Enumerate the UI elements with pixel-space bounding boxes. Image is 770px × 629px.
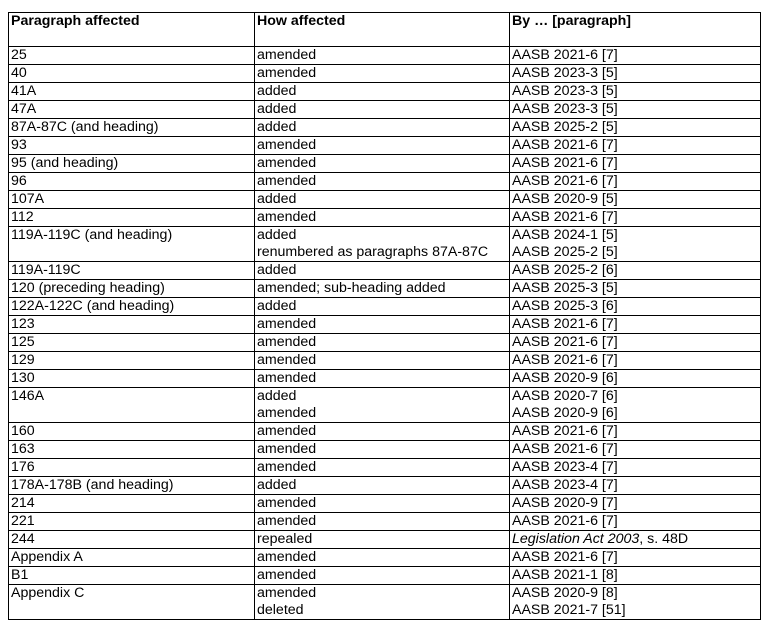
how-affected-line: amended: [257, 585, 317, 601]
by-reference-line: AASB 2021-6 [7]: [512, 352, 618, 368]
cell-paragraph-affected: Appendix C: [9, 585, 255, 620]
table-row: [9, 298, 761, 316]
cell-paragraph-affected: 119A-119C (and heading): [9, 227, 255, 262]
by-reference-line: AASB 2023-3 [5]: [512, 65, 618, 81]
cell-by-paragraph: [510, 585, 761, 620]
cell-paragraph-affected: 120 (preceding heading): [9, 280, 255, 298]
cell-by-paragraph: [510, 262, 761, 280]
cell-by-paragraph: [510, 280, 761, 298]
by-reference-line: AASB 2023-4 [7]: [512, 459, 618, 475]
cell-how-affected: [255, 101, 510, 119]
cell-how-affected: [255, 585, 510, 620]
cell-how-affected: [255, 65, 510, 83]
cell-paragraph-affected: 107A: [9, 191, 255, 209]
cell-by-paragraph: [510, 459, 761, 477]
by-reference-line: AASB 2020-7 [6]: [512, 388, 618, 404]
table-row: [9, 567, 761, 585]
table-row: [9, 531, 761, 549]
table-row: [9, 262, 761, 280]
table-header-row: [9, 13, 761, 47]
cell-paragraph-affected: 163: [9, 441, 255, 459]
table-row: [9, 495, 761, 513]
act-title: Legislation Act 2003: [512, 531, 640, 547]
cell-paragraph-affected: 129: [9, 352, 255, 370]
table-row: [9, 388, 761, 423]
how-affected-line: amended: [257, 405, 317, 421]
cell-by-paragraph: [510, 227, 761, 262]
cell-paragraph-affected: 214: [9, 495, 255, 513]
cell-by-paragraph: [510, 137, 761, 155]
cell-how-affected: [255, 495, 510, 513]
cell-how-affected: [255, 173, 510, 191]
cell-by-paragraph: [510, 549, 761, 567]
how-affected-line: amended: [257, 370, 317, 386]
cell-paragraph-affected: 95 (and heading): [9, 155, 255, 173]
cell-how-affected: [255, 334, 510, 352]
table-row: [9, 316, 761, 334]
cell-paragraph-affected: 112: [9, 209, 255, 227]
cell-how-affected: [255, 370, 510, 388]
cell-paragraph-affected: 125: [9, 334, 255, 352]
table-row: [9, 209, 761, 227]
table-row: [9, 459, 761, 477]
by-reference-line: AASB 2020-9 [6]: [512, 370, 618, 386]
by-reference-line: AASB 2020-9 [5]: [512, 191, 618, 207]
by-reference-line: AASB 2021-6 [7]: [512, 441, 618, 457]
cell-by-paragraph: [510, 370, 761, 388]
cell-by-paragraph: [510, 334, 761, 352]
table-row: [9, 352, 761, 370]
table-row: [9, 227, 761, 262]
how-affected-line: added: [257, 262, 297, 278]
cell-how-affected: [255, 316, 510, 334]
how-affected-line: added: [257, 101, 297, 117]
cell-how-affected: [255, 137, 510, 155]
table-row: [9, 47, 761, 65]
cell-paragraph-affected: B1: [9, 567, 255, 585]
cell-how-affected: [255, 227, 510, 262]
how-affected-line: amended: [257, 495, 317, 511]
cell-by-paragraph: [510, 531, 761, 549]
by-reference-line: AASB 2025-2 [5]: [512, 119, 618, 135]
how-affected-line: amended: [257, 549, 317, 565]
table-row: [9, 101, 761, 119]
by-reference-line: AASB 2021-6 [7]: [512, 209, 618, 225]
header-by-paragraph: By … [paragraph]: [510, 13, 761, 47]
table-row: [9, 334, 761, 352]
by-reference-line: AASB 2021-6 [7]: [512, 47, 618, 63]
by-reference-line: AASB 2021-6 [7]: [512, 316, 618, 332]
cell-paragraph-affected: 221: [9, 513, 255, 531]
table-row: [9, 441, 761, 459]
cell-how-affected: [255, 119, 510, 137]
cell-by-paragraph: [510, 209, 761, 227]
how-affected-line: added: [257, 83, 297, 99]
by-reference-line: AASB 2021-7 [51]: [512, 602, 626, 618]
by-reference-line: AASB 2025-3 [6]: [512, 298, 618, 314]
cell-by-paragraph: [510, 567, 761, 585]
amendments-table: [8, 12, 761, 620]
cell-how-affected: [255, 352, 510, 370]
cell-by-paragraph: [510, 477, 761, 495]
by-reference-line: AASB 2023-3 [5]: [512, 101, 618, 117]
table-body: [9, 47, 761, 620]
how-affected-line: added: [257, 191, 297, 207]
table-row: [9, 280, 761, 298]
cell-paragraph-affected: 119A-119C: [9, 262, 255, 280]
by-reference-line: AASB 2021-6 [7]: [512, 173, 618, 189]
cell-how-affected: [255, 83, 510, 101]
by-reference-line: AASB 2025-2 [5]: [512, 244, 618, 260]
cell-how-affected: [255, 549, 510, 567]
cell-how-affected: [255, 567, 510, 585]
cell-paragraph-affected: 40: [9, 65, 255, 83]
table-row: [9, 477, 761, 495]
cell-how-affected: [255, 280, 510, 298]
by-reference-line: AASB 2023-3 [5]: [512, 83, 618, 99]
cell-how-affected: [255, 531, 510, 549]
cell-paragraph-affected: 146A: [9, 388, 255, 423]
cell-by-paragraph: [510, 495, 761, 513]
how-affected-line: amended: [257, 459, 317, 475]
cell-paragraph-affected: 87A-87C (and heading): [9, 119, 255, 137]
how-affected-line: added: [257, 227, 297, 243]
cell-paragraph-affected: 130: [9, 370, 255, 388]
how-affected-line: amended: [257, 441, 317, 457]
how-affected-line: amended: [257, 423, 317, 439]
cell-by-paragraph: [510, 441, 761, 459]
how-affected-line: renumbered as paragraphs 87A-87C: [257, 244, 489, 260]
cell-how-affected: [255, 155, 510, 173]
by-reference-line: AASB 2020-9 [8]: [512, 585, 618, 601]
act-section: , s. 48D: [639, 531, 689, 547]
cell-by-paragraph: [510, 47, 761, 65]
table-row: [9, 119, 761, 137]
how-affected-line: amended: [257, 155, 317, 171]
by-reference-line: AASB 2021-6 [7]: [512, 549, 618, 565]
cell-paragraph-affected: 178A-178B (and heading): [9, 477, 255, 495]
how-affected-line: amended: [257, 137, 317, 153]
cell-paragraph-affected: 41A: [9, 83, 255, 101]
cell-by-paragraph: [510, 65, 761, 83]
how-affected-line: amended: [257, 567, 317, 583]
cell-how-affected: [255, 262, 510, 280]
table-row: [9, 173, 761, 191]
cell-by-paragraph: [510, 119, 761, 137]
table-row: [9, 191, 761, 209]
how-affected-line: added: [257, 119, 297, 135]
cell-by-paragraph: [510, 423, 761, 441]
by-reference-line: AASB 2021-6 [7]: [512, 155, 618, 171]
by-reference-line: AASB 2020-9 [6]: [512, 405, 618, 421]
table-row: [9, 155, 761, 173]
how-affected-line: amended: [257, 513, 317, 529]
how-affected-line: amended: [257, 173, 317, 189]
cell-by-paragraph: [510, 352, 761, 370]
how-affected-line: amended: [257, 65, 317, 81]
table-row: [9, 585, 761, 620]
by-reference-line: AASB 2021-6 [7]: [512, 513, 618, 529]
cell-how-affected: [255, 441, 510, 459]
cell-paragraph-affected: 160: [9, 423, 255, 441]
how-affected-line: added: [257, 388, 297, 404]
cell-by-paragraph: [510, 173, 761, 191]
cell-by-paragraph: [510, 191, 761, 209]
table-row: [9, 513, 761, 531]
cell-how-affected: [255, 513, 510, 531]
how-affected-line: amended: [257, 47, 317, 63]
how-affected-line: deleted: [257, 602, 304, 618]
cell-how-affected: [255, 477, 510, 495]
cell-how-affected: [255, 47, 510, 65]
how-affected-line: amended: [257, 316, 317, 332]
how-affected-line: amended: [257, 334, 317, 350]
how-affected-line: amended: [257, 352, 317, 368]
by-reference-line: AASB 2021-1 [8]: [512, 567, 618, 583]
table-row: [9, 137, 761, 155]
table-row: [9, 65, 761, 83]
by-reference-line: AASB 2025-2 [6]: [512, 262, 618, 278]
cell-by-paragraph: [510, 316, 761, 334]
cell-by-paragraph: [510, 155, 761, 173]
by-reference-line: AASB 2021-6 [7]: [512, 137, 618, 153]
header-paragraph-affected: Paragraph affected: [9, 13, 255, 47]
cell-by-paragraph: [510, 298, 761, 316]
table-row: [9, 370, 761, 388]
cell-by-paragraph: [510, 101, 761, 119]
by-reference-line: AASB 2025-3 [5]: [512, 280, 618, 296]
cell-paragraph-affected: 25: [9, 47, 255, 65]
cell-paragraph-affected: Appendix A: [9, 549, 255, 567]
cell-paragraph-affected: 176: [9, 459, 255, 477]
by-reference-line: [512, 531, 758, 548]
cell-paragraph-affected: 123: [9, 316, 255, 334]
cell-paragraph-affected: 47A: [9, 101, 255, 119]
cell-by-paragraph: [510, 388, 761, 423]
table-row: [9, 423, 761, 441]
how-affected-line: added: [257, 298, 297, 314]
cell-how-affected: [255, 459, 510, 477]
cell-how-affected: [255, 388, 510, 423]
cell-by-paragraph: [510, 83, 761, 101]
how-affected-line: amended: [257, 209, 317, 225]
cell-how-affected: [255, 423, 510, 441]
table-row: [9, 83, 761, 101]
by-reference-line: AASB 2021-6 [7]: [512, 423, 618, 439]
cell-paragraph-affected: 96: [9, 173, 255, 191]
cell-by-paragraph: [510, 513, 761, 531]
how-affected-line: amended; sub-heading added: [257, 280, 446, 296]
how-affected-line: repealed: [257, 531, 313, 547]
cell-how-affected: [255, 298, 510, 316]
by-reference-line: AASB 2020-9 [7]: [512, 495, 618, 511]
cell-how-affected: [255, 191, 510, 209]
how-affected-line: added: [257, 477, 297, 493]
cell-paragraph-affected: 93: [9, 137, 255, 155]
cell-paragraph-affected: 122A-122C (and heading): [9, 298, 255, 316]
header-how-affected: How affected: [255, 13, 510, 47]
by-reference-line: AASB 2021-6 [7]: [512, 334, 618, 350]
table-row: [9, 549, 761, 567]
cell-how-affected: [255, 209, 510, 227]
cell-paragraph-affected: 244: [9, 531, 255, 549]
by-reference-line: AASB 2024-1 [5]: [512, 227, 618, 243]
by-reference-line: AASB 2023-4 [7]: [512, 477, 618, 493]
